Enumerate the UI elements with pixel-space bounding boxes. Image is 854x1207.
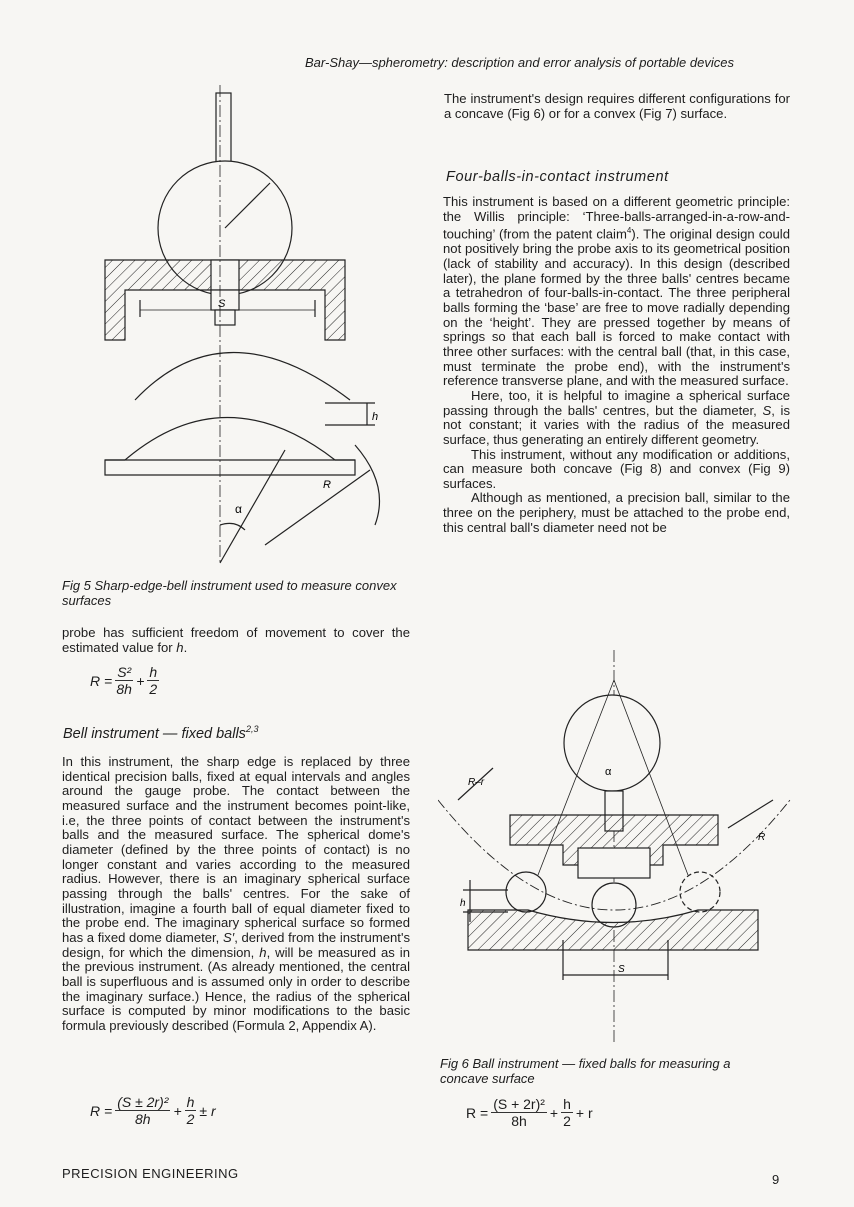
numerator: (S + 2r)² xyxy=(493,1096,545,1112)
numerator: (S ± 2r)² xyxy=(117,1094,169,1110)
heading-text: Bell instrument — fixed balls xyxy=(63,725,246,742)
journal-name: PRECISION ENGINEERING xyxy=(62,1166,239,1181)
denominator: 2 xyxy=(149,681,158,697)
fig5-label-h: h xyxy=(372,411,379,423)
formula-1 xyxy=(90,664,159,697)
four-balls-body xyxy=(443,195,790,535)
numerator: h xyxy=(149,664,158,680)
formula-tail: + r xyxy=(575,1104,593,1121)
symbol: h xyxy=(259,944,267,960)
fig5-label-s: S xyxy=(218,298,226,310)
symbol: S xyxy=(762,402,772,418)
paragraph xyxy=(443,389,790,448)
formula-tail: ± r xyxy=(199,1102,216,1119)
fig6-label-alpha: α xyxy=(605,766,612,778)
text: This instrument is based on a different geometric principle: the Willis principle: ‘Three-balls-arranged-in-a-row-and-touching’ (from the patent claim xyxy=(443,194,790,242)
figure-6-drawing xyxy=(438,650,798,1050)
formula-3 xyxy=(466,1096,593,1129)
bell-body xyxy=(62,755,410,1033)
fig5-label-alpha: α xyxy=(235,502,242,516)
fig6-label-s: S xyxy=(618,964,625,975)
text: . xyxy=(183,639,188,655)
section-heading-bell xyxy=(63,724,258,742)
symbol: h xyxy=(176,639,184,655)
denominator: 2 xyxy=(186,1111,195,1127)
citation: 4 xyxy=(626,226,632,236)
fig5-label-r: R xyxy=(323,479,331,491)
formula-lhs: R = xyxy=(90,1102,113,1119)
operator: + xyxy=(173,1102,182,1119)
citation: 2,3 xyxy=(245,724,259,734)
text: , is not constant; it varies with the radius of the measured surface, thus generating an entirely different geometry. xyxy=(443,402,790,447)
numerator: h xyxy=(186,1094,195,1110)
text: Here, too, it is helpful to imagine a spherical surface passing through the balls' centres, but the diameter, xyxy=(443,387,790,418)
text: , will be measured as in the previous instrument. (As already mentioned, the central ball is superfluous and is assumed only in order to describe the imaginary surface.) Hence, the radius of the spherical surface is computed by minor modifications to the basic formula previously described (Formula 2, Appendix A). xyxy=(62,944,410,1033)
left-intro-paragraph xyxy=(62,626,410,655)
denominator: 8h xyxy=(511,1113,527,1129)
formula-lhs: R = xyxy=(90,672,113,689)
numerator: S² xyxy=(117,664,132,680)
fig6-label-h: h xyxy=(460,898,466,909)
running-header: Bar-Shay—spherometry: description and error analysis of portable devices xyxy=(305,55,734,70)
text: In this instrument, the sharp edge is replaced by three identical precision balls, fixed at equal intervals and angles around the gauge probe. The contact between the measured surface and the instrument becomes point-like, i.e, the three points of contact between the instrument's balls and the measured surface. The spherical dome's diameter (defined by the three points of contact) is no longer constant and varies according to the measured radius. However, there is an imaginary spherical surface passing through the balls' centres. For the sake of illustration, imagine a fourth ball of equal diameter fixed to the probe end. The imaginary spherical surface so formed has a fixed dome diameter, xyxy=(62,754,410,945)
figure-6-caption: Fig 6 Ball instrument — fixed balls for measuring a concave surface xyxy=(440,1056,731,1086)
section-heading-four-balls: Four-balls-in-contact instrument xyxy=(446,169,669,185)
symbol: S′ xyxy=(222,929,235,945)
paragraph xyxy=(443,195,790,389)
denominator: 8h xyxy=(135,1111,151,1127)
text: , derived from the instrument's design, for which the dimension, xyxy=(62,929,410,960)
paragraph: This instrument, without any modification or additions, can measure both concave (Fig 8) and convex (Fig 9) surfaces. xyxy=(443,446,790,491)
denominator: 2 xyxy=(563,1113,571,1129)
text: ). The original design could not positively bring the probe axis to its geometrical position (lack of stability and accuracy). In this design (described later), the plane formed by the three balls' centres became a tetrahedron of four-balls-in-contact. The three peripheral balls forming the ‘base’ are free to move radially depending on the ‘height’. They are pressed together by means of springs so that each ball is forced to make contact with three other surfaces: with the central ball (that, in this case, must terminate the probe end), with the instrument's reference transverse plane, and with the measured surface. xyxy=(443,226,790,389)
fig6-label-r-minus-r: R–r xyxy=(468,777,485,788)
paragraph: Although as mentioned, a precision ball, similar to the three on the periphery, must be attached to the probe end, this central ball's diameter need not be xyxy=(443,490,790,535)
figure-5-caption: Fig 5 Sharp-edge-bell instrument used to measure convex surfaces xyxy=(62,578,397,608)
numerator: h xyxy=(563,1096,571,1112)
formula-lhs: R = xyxy=(466,1104,489,1121)
formula-2 xyxy=(90,1094,216,1127)
intro-text: The instrument's design requires different configurations for a concave (Fig 6) or for a convex (Fig 7) surface. xyxy=(444,91,790,121)
figure-5-drawing xyxy=(95,85,395,565)
page-number: 9 xyxy=(772,1172,780,1187)
operator: + xyxy=(136,672,145,689)
operator: + xyxy=(549,1104,559,1121)
fig6-label-r: R xyxy=(758,832,766,843)
denominator: 8h xyxy=(116,681,132,697)
intro-paragraph xyxy=(444,92,790,121)
text: probe has sufficient freedom of movement to cover the estimated value for xyxy=(62,625,410,655)
